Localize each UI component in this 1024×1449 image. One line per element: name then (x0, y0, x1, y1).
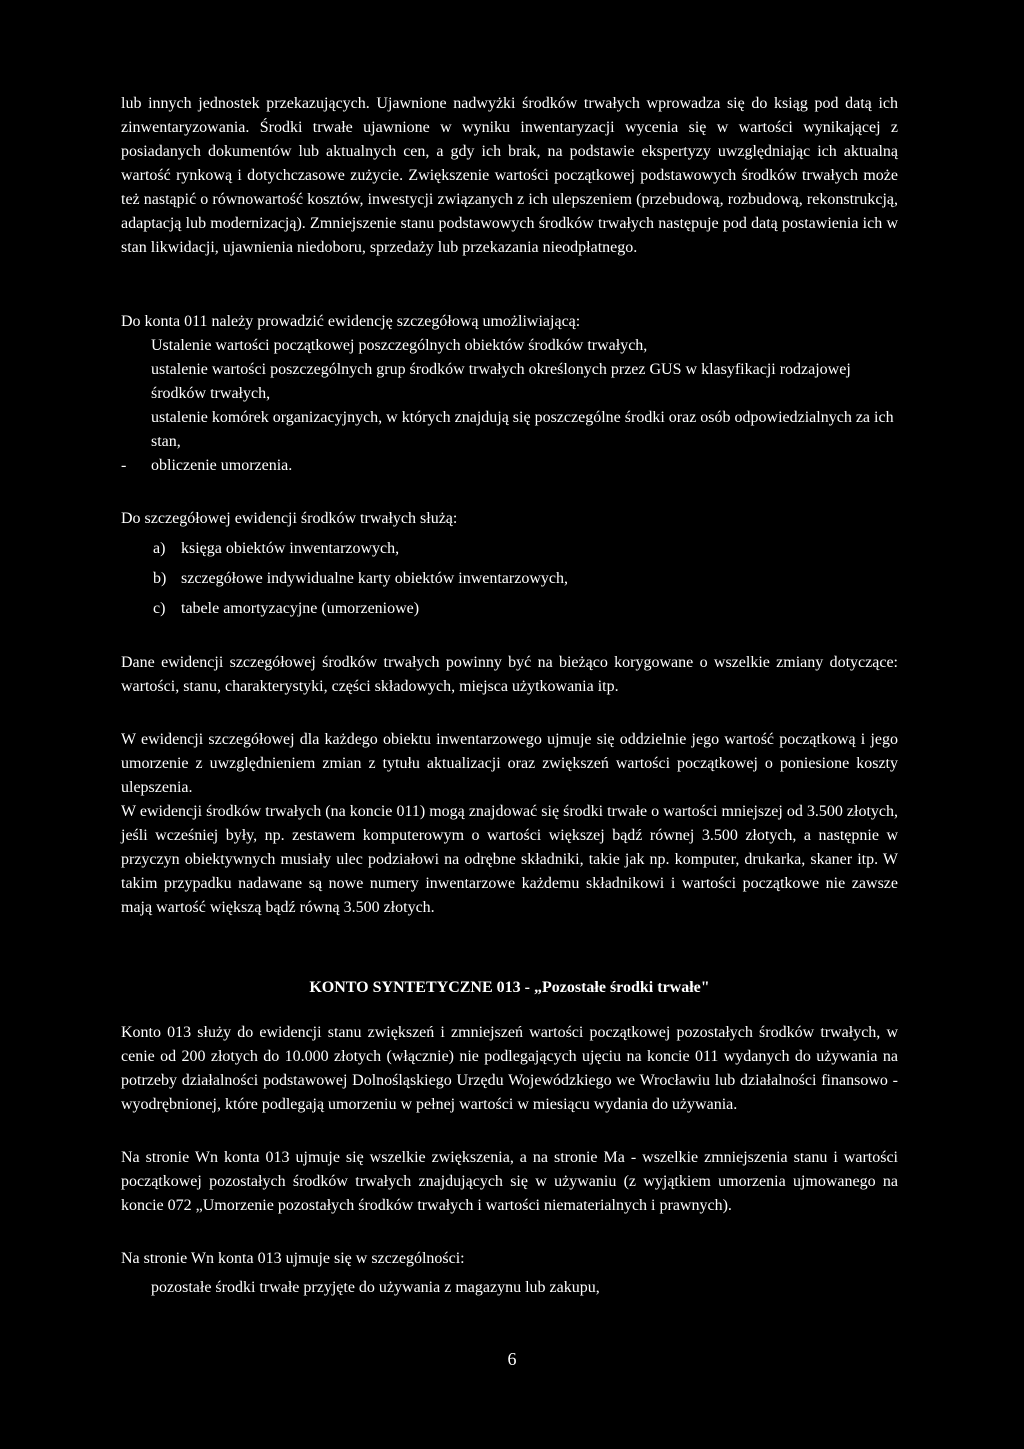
list-item-text: szczegółowe indywidualne karty obiektów inwentarzowych, (181, 570, 568, 587)
list-account-013-debit (121, 1276, 898, 1300)
paragraph-initial-value: W ewidencji szczegółowej dla każdego obiektu inwentarzowego ujmuje się oddzielnie jego wartość początkową i jego umorzenie z uwzględnieniem zmian z tytułu aktualizacji oraz zwiększeń wartości początkowej o poniesione koszty ulepszenia. (121, 731, 898, 796)
list-item: ustalenie wartości poszczególnych grup środków trwałych określonych przez GUS w klasyfikacji rodzajowej środków trwałych, (151, 361, 851, 402)
list-marker: - (121, 457, 127, 474)
list-marker: b) (153, 570, 167, 587)
page-number: 6 (507, 1349, 517, 1369)
document-page (121, 92, 898, 1300)
paragraph-account-011-intro: Do konta 011 należy prowadzić ewidencję szczegółową umożliwiającą: (121, 313, 581, 330)
list-item (121, 597, 898, 621)
list-item: pozostałe środki trwałe przyjęte do używania z magazynu lub zakupu, (151, 1279, 600, 1296)
paragraph-account-013-purpose: Konto 013 służy do ewidencji stanu zwiększeń i zmniejszeń wartości początkowej pozostałych środków trwałych, w cenie od 200 złotych do 10.000 złotych (włącznie) nie podlegających ujęciu na koncie 011 wydanych do używania na potrzeby działalności podstawowej Dolnośląskiego Urzędu Wojewódzkiego we Wrocławiu lub działalności finansowo - wyodrębnionej, które podlegają umorzeniu w pełnej wartości w miesiącu wydania do używania. (121, 1024, 898, 1113)
section-heading-account-013: KONTO SYNTETYCZNE 013 - „Pozostałe środki trwałe" (309, 979, 710, 996)
list-detailed-records (121, 537, 898, 621)
list-item (121, 567, 898, 591)
list-account-011-detail (121, 334, 898, 478)
list-item: ustalenie komórek organizacyjnych, w których znajdują się poszczególne środki oraz osób odpowiedzialnych za ich stan, (151, 409, 894, 450)
paragraph-low-value-items: W ewidencji środków trwałych (na koncie 011) mogą znajdować się środki trwałe o wartości mniejszej od 3.500 złotych, jeśli wcześniej były, np. zestawem komputerowym o wartości większej bądź równej 3.500 złotych, a następnie w przyczyn obiektywnych musiały ulec podziałowi na odrębne składniki, takie jak np. komputer, drukarka, skaner itp. W takim przypadku nadawane są nowe numery inwentarzowe każdemu składnikowi i wartości początkowe nie zawsze mają wartość większą bądź równą 3.500 złotych. (121, 803, 898, 916)
paragraph-records-correction: Dane ewidencji szczegółowej środków trwałych powinny być na bieżąco korygowane o wszelkie zmiany dotyczące: wartości, stanu, charakterystyki, części składowych, miejsca użytkowania itp. (121, 654, 898, 695)
list-item-text: obliczenie umorzenia. (151, 457, 293, 474)
list-marker: c) (153, 600, 166, 617)
list-marker: a) (153, 540, 166, 557)
paragraph-inventory-surplus: lub innych jednostek przekazujących. Ujawnione nadwyżki środków trwałych wprowadza się do ksiąg pod datą ich zinwentaryzowania. Środki trwałe ujawnione w wyniku inwentaryzacji wycenia się w wartości wynikającej z posiadanych dokumentów lub aktualnych cen, a gdy ich brak, na podstawie ekspertyzy uwzględniając ich aktualną wartość rynkową i dotychczasowe zużycie. Zwiększenie wartości początkowej podstawowych środków trwałych może też nastąpić o równowartość kosztów, inwestycji związanych z ich ulepszeniem (przebudową, rozbudową, rekonstrukcją, adaptacją lub modernizacją). Zmniejszenie stanu podstawowych środków trwałych następuje pod datą postawienia ich w stan likwidacji, ujawnienia niedoboru, sprzedaży lub przekazania nieodpłatnego. (121, 95, 898, 256)
paragraph-account-013-debit-intro: Na stronie Wn konta 013 ujmuje się w szczególności: (121, 1250, 465, 1267)
list-item (121, 454, 898, 478)
list-item-text: księga obiektów inwentarzowych, (181, 540, 400, 557)
paragraph-account-013-sides: Na stronie Wn konta 013 ujmuje się wszelkie zwiększenia, a na stronie Ma - wszelkie zmniejszenia stanu i wartości początkowej pozostałych środków trwałych znajdujących się w używaniu (z wyjątkiem umorzenia ujmowanego na koncie 072 „Umorzenie pozostałych środków trwałych i wartości niematerialnych i prawnych). (121, 1149, 898, 1214)
list-item: Ustalenie wartości początkowej poszczególnych obiektów środków trwałych, (151, 337, 648, 354)
list-item-text: tabele amortyzacyjne (umorzeniowe) (181, 600, 420, 617)
list-item (121, 537, 898, 561)
paragraph-detailed-records-intro: Do szczegółowej ewidencji środków trwałych służą: (121, 510, 458, 527)
